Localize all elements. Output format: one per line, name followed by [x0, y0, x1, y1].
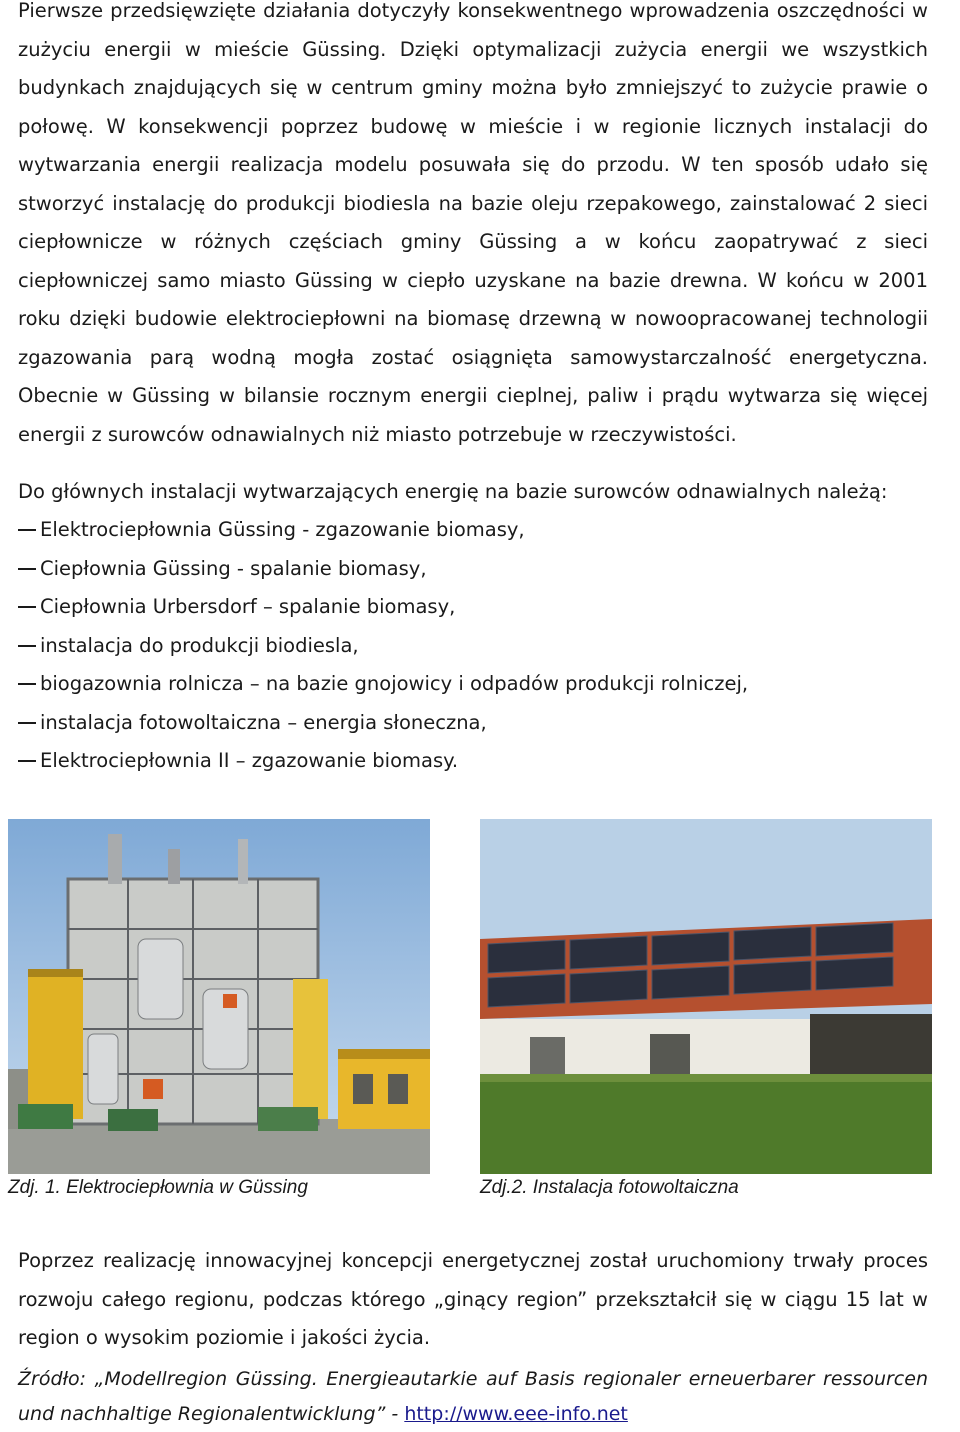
dash-bullet-icon: [18, 606, 36, 608]
source-text: Źródło: „Modellregion Güssing. Energieautarkie auf Basis regionaler erneuerbarer ressourcen und nachhaltige Regionalentwicklung” -: [18, 1368, 928, 1425]
list-item: Elektrociepłownia Güssing - zgazowanie biomasy,: [18, 511, 928, 550]
installations-intro: Do głównych instalacji wytwarzających energię na bazie surowców odnawialnych należą:: [18, 480, 888, 503]
source-link[interactable]: http://www.eee-info.net: [404, 1403, 628, 1425]
list-item: instalacja do produkcji biodiesla,: [18, 627, 928, 666]
list-item: biogazownia rolnicza – na bazie gnojowicy i odpadów produkcji rolniczej,: [18, 665, 928, 704]
installations-list: [18, 511, 928, 781]
paragraph-region-development: Poprzez realizację innowacyjnej koncepcji energetycznej został uruchomiony trwały proces rozwoju całego regionu, podczas którego „ginący region” przekształcił się w ciągu 15 lat w region o wysokim poziomie i jakości życia.: [18, 1249, 928, 1349]
paragraph-energy-savings: Pierwsze przedsięwzięte działania dotyczyły konsekwentnego wprowadzenia oszczędności w zużyciu energii w mieście Güssing. Dzięki optymalizacji zużycia energii we wszystkich budynkach znajdujących się w centrum gminy można było zmniejszyć to zużycie prawie o połowę. W konsekwencji poprzez budowę w mieście i w regionie licznych instalacji do wytwarzania energii realizacja modelu posuwała się do przodu. W ten sposób udało się stworzyć instalację do produkcji biodiesla na bazie oleju rzepakowego, zainstalować 2 sieci ciepłownicze w różnych częściach gminy Güssing a w końcu zaopatrywać z sieci ciepłowniczej samo miasto Güssing w ciepło uzyskane na bazie drewna. W końcu w 2001 roku dzięki budowie elektrociepłowni na biomasę drzewną w nowoopracowanej technologii zgazowania parą wodną mogła zostać osiągnięta samowystarczalność energetyczna. Obecnie w Güssing w bilansie rocznym energii cieplnej, paliw i prądu wytwarza się więcej energii z surowców odnawialnych niż miasto potrzebuje w rzeczywistości.: [18, 0, 928, 446]
dash-bullet-icon: [18, 529, 36, 531]
chp-plant-illustration: [8, 819, 430, 1174]
list-item: Ciepłownia Urbersdorf – spalanie biomasy,: [18, 588, 928, 627]
source-citation: [18, 1362, 928, 1432]
list-item: Elektrociepłownia II – zgazowanie biomasy.: [18, 742, 928, 781]
list-item: Ciepłownia Güssing - spalanie biomasy,: [18, 550, 928, 589]
pv-barn-illustration: [480, 819, 932, 1174]
dash-bullet-icon: [18, 568, 36, 570]
photo-chp-plant: [8, 819, 430, 1174]
photo-pv-installation: [480, 819, 932, 1174]
photo-caption: Zdj.2. Instalacja fotowoltaiczna: [480, 1177, 739, 1198]
list-item: instalacja fotowoltaiczna – energia słoneczna,: [18, 704, 928, 743]
dash-bullet-icon: [18, 722, 36, 724]
photo-caption: Zdj. 1. Elektrociepłownia w Güssing: [8, 1177, 308, 1198]
dash-bullet-icon: [18, 683, 36, 685]
dash-bullet-icon: [18, 760, 36, 762]
dash-bullet-icon: [18, 645, 36, 647]
